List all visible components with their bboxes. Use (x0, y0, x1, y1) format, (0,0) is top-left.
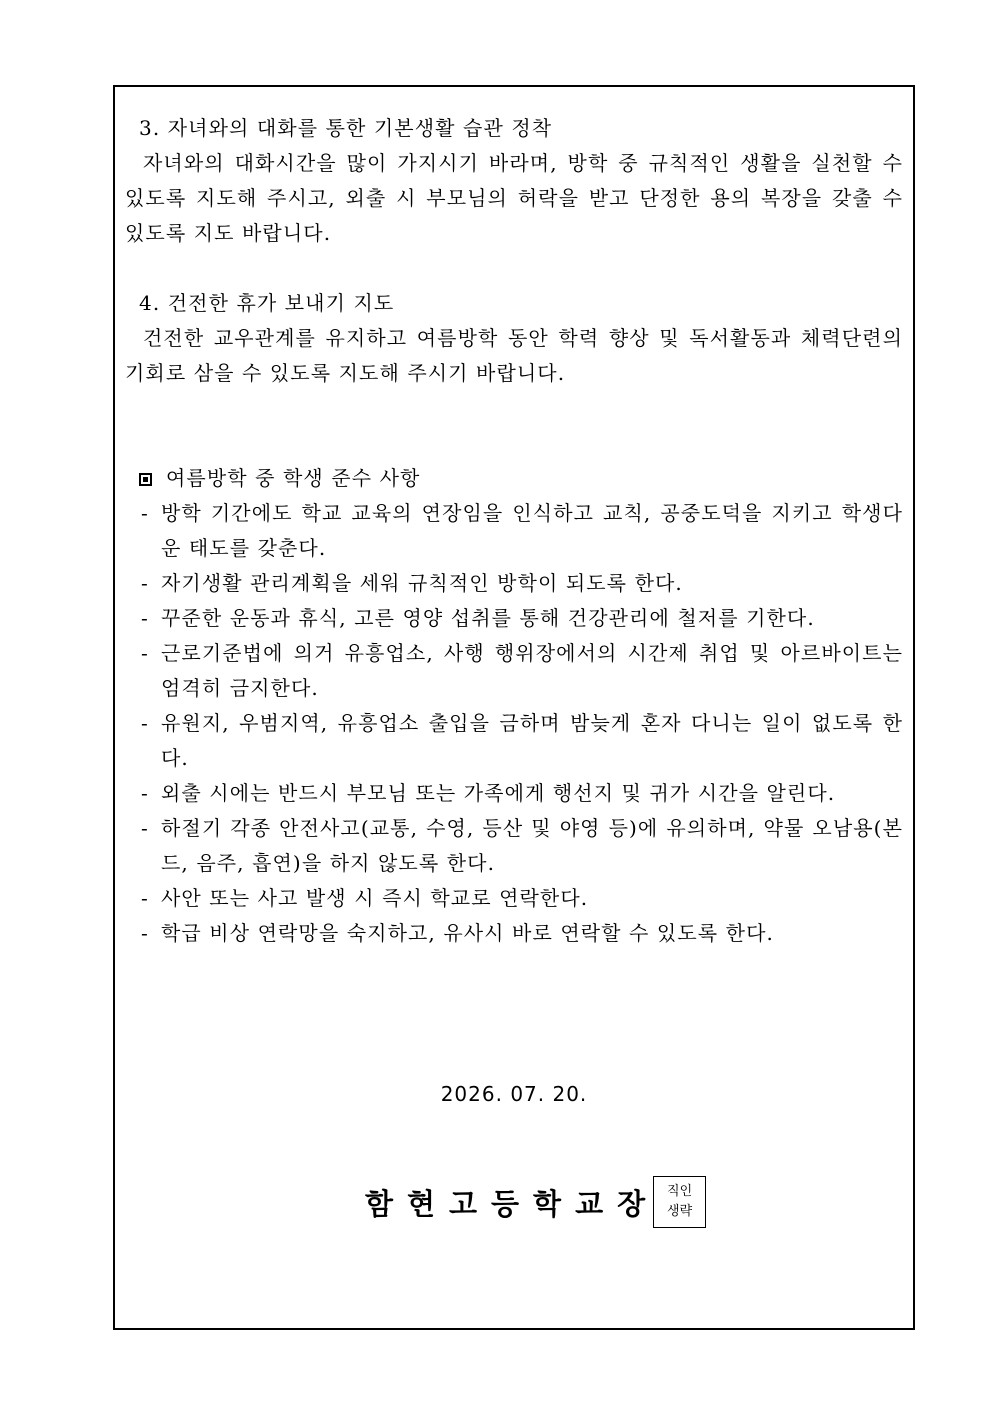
rule-text: 사안 또는 사고 발생 시 즉시 학교로 연락한다. (161, 886, 589, 910)
dash-bullet: - (141, 606, 149, 630)
dash-bullet: - (141, 921, 149, 945)
rule-item (125, 636, 903, 706)
dash-bullet: - (141, 501, 149, 525)
section-3-heading: 3. 자녀와의 대화를 통한 기본생활 습관 정착 (139, 116, 553, 140)
rule-text: 학급 비상 연락망을 숙지하고, 유사시 바로 연락할 수 있도록 한다. (161, 921, 774, 945)
rule-text: 자기생활 관리계획을 세워 규칙적인 방학이 되도록 한다. (161, 571, 683, 595)
spacer (125, 391, 903, 461)
rule-text: 꾸준한 운동과 휴식, 고른 영양 섭취를 통해 건강관리에 철저를 기한다. (161, 606, 815, 630)
rule-item (125, 496, 903, 566)
rule-item (125, 706, 903, 776)
rule-item (125, 566, 903, 601)
rule-text: 하절기 각종 안전사고(교통, 수영, 등산 및 야영 등)에 유의하며, 약물 오남용(본드, 음주, 흡연)을 하지 않도록 한다. (161, 816, 903, 875)
section-4-body: 건전한 교우관계를 유지하고 여름방학 동안 학력 향상 및 독서활동과 체력단련의 기회로 삼을 수 있도록 지도해 주시기 바랍니다. (125, 326, 903, 385)
principal-signature: 함현고등학교장 (365, 1186, 660, 1221)
rule-item (125, 881, 903, 916)
seal-text-line-1: 직인 (667, 1184, 693, 1199)
dash-bullet: - (141, 711, 149, 735)
issue-date: 2026. 07. 20. (440, 1082, 588, 1106)
document-body (125, 111, 903, 951)
signature-block (365, 1173, 706, 1231)
dash-bullet: - (141, 781, 149, 805)
dash-bullet: - (141, 886, 149, 910)
dash-bullet: - (141, 641, 149, 665)
rule-item (125, 811, 903, 881)
section-4-heading: 4. 건전한 휴가 보내기 지도 (139, 291, 395, 315)
dash-bullet: - (141, 571, 149, 595)
notice-title: 여름방학 중 학생 준수 사항 (166, 466, 421, 490)
rule-item (125, 776, 903, 811)
rule-item (125, 601, 903, 636)
rule-text: 외출 시에는 반드시 부모님 또는 가족에게 행선지 및 귀가 시간을 알린다. (161, 781, 836, 805)
spacer (125, 251, 903, 286)
seal-text-line-2: 생략 (667, 1204, 693, 1219)
section-3-body: 자녀와의 대화시간을 많이 가지시기 바라며, 방학 중 규칙적인 생활을 실천할 수 있도록 지도해 주시고, 외출 시 부모님의 허락을 받고 단정한 용의 복장을 갖출 수 있도록 지도 바랍니다. (125, 151, 903, 245)
filled-square-icon (139, 473, 152, 486)
rule-item (125, 916, 903, 951)
rule-list (125, 496, 903, 951)
rule-text: 유원지, 우범지역, 유흥업소 출입을 금하며 밤늦게 혼자 다니는 일이 없도록 한다. (161, 711, 903, 770)
dash-bullet: - (141, 816, 149, 840)
official-seal-box (653, 1176, 706, 1228)
notice-title-row (125, 461, 903, 496)
document-frame (113, 85, 915, 1330)
rule-text: 방학 기간에도 학교 교육의 연장임을 인식하고 교칙, 공중도덕을 지키고 학생다운 태도를 갖춘다. (161, 501, 903, 560)
rule-text: 근로기준법에 의거 유흥업소, 사행 행위장에서의 시간제 취업 및 아르바이트는 엄격히 금지한다. (161, 641, 903, 700)
